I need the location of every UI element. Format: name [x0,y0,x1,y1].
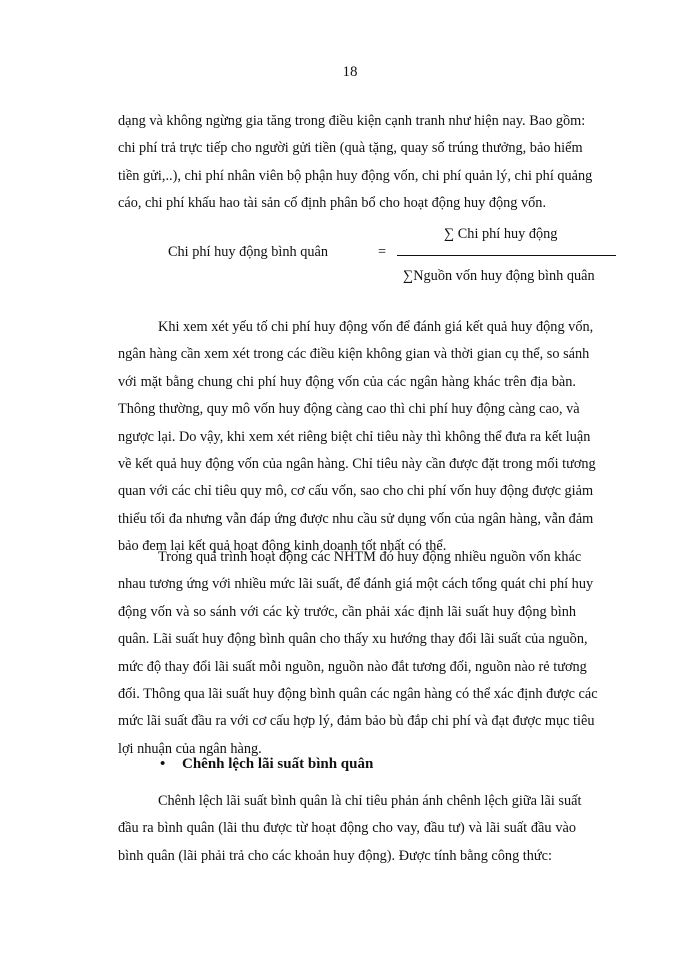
formula-denominator: ∑Nguồn vốn huy động bình quân [403,268,595,284]
text-line: chi phí trả trực tiếp cho người gửi tiền (quà tặng, quay số trúng thưởng, bảo hiểm [118,140,583,157]
text-line: nhau tương ứng với nhiều mức lãi suất, để đánh giá một cách tổng quát chi phí huy [118,576,594,593]
text-line: Chênh lệch lãi suất bình quân là chỉ tiêu phản ánh chênh lệch giữa lãi suất [158,793,582,809]
text-line: cáo, chi phí khấu hao tài sản cố định phân bổ cho hoạt động huy động vốn. [118,195,547,212]
paragraph-cost-evaluation [118,314,596,561]
fraction-bar [397,255,616,256]
text-line: với mặt bằng chung chi phí huy động vốn của các ngân hàng khác trên địa bàn. [118,373,576,390]
section-heading-text: Chênh lệch lãi suất bình quân [182,756,374,772]
average-cost-formula [0,222,700,292]
formula-numerator: ∑ Chi phí huy động [444,226,558,242]
page-number: 18 [342,64,358,80]
paragraph-operating-costs [118,108,593,218]
text-line: dạng và không ngừng gia tăng trong điều kiện cạnh tranh như hiện nay. Bao gồm: [118,113,586,129]
section-heading [160,756,373,773]
text-line: mức độ thay đổi lãi suất mỗi nguồn, nguồn nào đắt tương đối, nguồn nào rẻ tương [118,658,587,675]
text-line: Trong quá trình hoạt động các NHTM đó huy động nhiều nguồn vốn khác [158,549,582,565]
formula-label: Chi phí huy động bình quân [168,244,329,260]
paragraph-rate-spread [118,788,582,870]
paragraph-average-rate [118,544,598,763]
text-line: lợi nhuận của ngân hàng. [118,740,262,757]
text-line: quân. Lãi suất huy động bình quân cho thấy xu hướng thay đổi lãi suất của nguồn, [118,631,588,648]
text-line: về kết quả huy động vốn của ngân hàng. Chỉ tiêu này cần được đặt trong mối tương [118,456,596,473]
text-line: bảo đem lại kết quả hoạt động kinh doanh tốt nhất có thể. [118,538,447,555]
text-line: ngược lại. Do vậy, khi xem xét riêng biệt chỉ tiêu này thì không thể đưa ra kết luận [118,428,591,445]
text-line: Thông thường, quy mô vốn huy động càng cao thì chi phí huy động càng cao, và [118,401,580,418]
text-line: động vốn và so sánh với các kỳ trước, cần phải xác định lãi suất huy động bình [118,603,576,620]
text-line: bình quân (lãi phải trả cho các khoản huy động). Được tính bằng công thức: [118,847,552,864]
text-line: mức lãi suất đầu ra với cơ cấu hợp lý, đảm bảo bù đắp chi phí và đạt được mục tiêu [118,713,595,730]
text-line: Khi xem xét yếu tố chi phí huy động vốn để đánh giá kết quả huy động vốn, [158,319,594,335]
text-line: ngân hàng cần xem xét trong các điều kiện không gian và thời gian cụ thể, so sánh [118,346,590,363]
text-line: đầu ra bình quân (lãi thu được từ hoạt động cho vay, đầu tư) và lãi suất đầu vào [118,820,576,837]
text-line: thiểu tối đa nhưng vẫn đáp ứng được nhu cầu sử dụng vốn của ngân hàng, vẫn đảm [118,510,594,527]
text-line: quan với các chỉ tiêu quy mô, cơ cấu vốn, sao cho chi phí vốn huy động được giảm [118,483,594,500]
text-line: tiền gửi,..), chi phí nhân viên bộ phận huy động vốn, chi phí quản lý, chi phí quảng [118,167,593,184]
text-line: đối. Thông qua lãi suất huy động bình quân các ngân hàng có thể xác định được các [118,686,598,703]
formula-equals-sign: = [378,244,387,260]
bullet-icon: • [160,756,166,772]
